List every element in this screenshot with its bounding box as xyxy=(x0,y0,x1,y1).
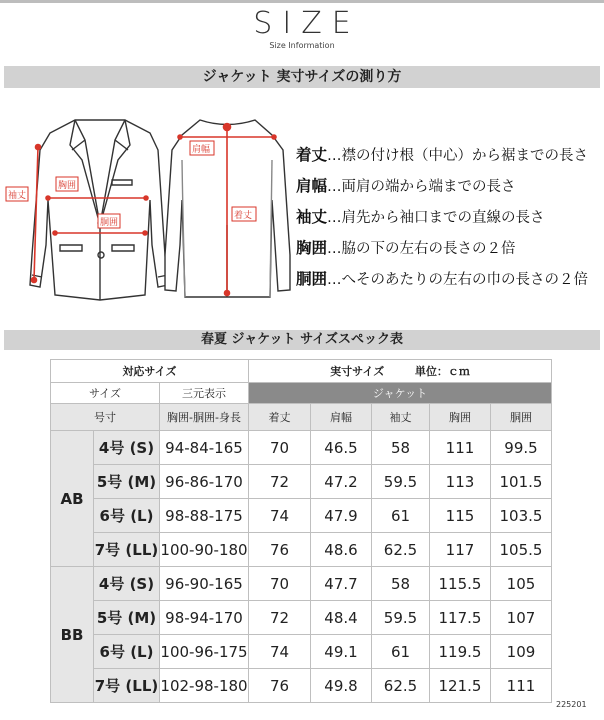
three-cell: 94-84-165 xyxy=(160,431,249,465)
header-three-sub: 胸囲-胴囲-身長 xyxy=(160,404,249,431)
jacket-illustration xyxy=(0,105,300,305)
value-cell: 47.7 xyxy=(311,567,372,601)
page-title: SIZE xyxy=(253,6,361,41)
value-cell: 111 xyxy=(491,669,552,703)
table-row xyxy=(51,533,552,567)
value-cell: 115 xyxy=(430,499,491,533)
value-cell: 70 xyxy=(249,431,311,465)
measure-heading: ジャケット 実寸サイズの測り方 xyxy=(4,66,600,88)
value-cell: 72 xyxy=(249,601,311,635)
value-cell: 58 xyxy=(372,431,430,465)
value-cell: 49.1 xyxy=(311,635,372,669)
definition-chest: 胸囲…脇の下の左右の長さの２倍 xyxy=(296,239,516,257)
definition-list xyxy=(296,143,604,298)
value-cell: 70 xyxy=(249,567,311,601)
value-cell: 72 xyxy=(249,465,311,499)
definition-length: 着丈…襟の付け根（中心）から裾までの長さ xyxy=(296,146,589,164)
table-row xyxy=(51,635,552,669)
value-cell: 47.2 xyxy=(311,465,372,499)
three-cell: 96-86-170 xyxy=(160,465,249,499)
value-cell: 61 xyxy=(372,635,430,669)
size-cell: 4号 (S) xyxy=(94,567,160,601)
value-cell: 103.5 xyxy=(491,499,552,533)
header-jacket: ジャケット xyxy=(249,383,552,404)
value-cell: 59.5 xyxy=(372,601,430,635)
three-cell: 100-90-180 xyxy=(160,533,249,567)
value-cell: 101.5 xyxy=(491,465,552,499)
header-number: 号寸 xyxy=(51,404,160,431)
value-cell: 49.8 xyxy=(311,669,372,703)
value-cell: 48.6 xyxy=(311,533,372,567)
value-cell: 109 xyxy=(491,635,552,669)
value-cell: 113 xyxy=(430,465,491,499)
table-row xyxy=(51,601,552,635)
col-sleeve: 袖丈 xyxy=(372,404,430,431)
table-row xyxy=(51,567,552,601)
top-rule xyxy=(0,0,604,3)
value-cell: 76 xyxy=(249,669,311,703)
value-cell: 111 xyxy=(430,431,491,465)
value-cell: 47.9 xyxy=(311,499,372,533)
three-cell: 96-90-165 xyxy=(160,567,249,601)
header-corresponding-size: 対応サイズ xyxy=(51,360,249,383)
col-chest: 胸囲 xyxy=(430,404,491,431)
svg-text:袖丈: 袖丈 xyxy=(8,191,27,201)
size-spec-table xyxy=(50,359,552,703)
group-label: AB xyxy=(51,431,94,567)
value-cell: 117 xyxy=(430,533,491,567)
value-cell: 62.5 xyxy=(372,533,430,567)
definition-waist: 胴囲…へそのあたりの左右の巾の長さの２倍 xyxy=(296,270,589,288)
header-size: サイズ xyxy=(51,383,160,404)
jacket-front-icon xyxy=(30,120,168,300)
col-length: 着丈 xyxy=(249,404,311,431)
size-cell: 5号 (M) xyxy=(94,601,160,635)
value-cell: 46.5 xyxy=(311,431,372,465)
value-cell: 61 xyxy=(372,499,430,533)
three-cell: 98-88-175 xyxy=(160,499,249,533)
page-subtitle: Size Information xyxy=(269,41,335,50)
three-cell: 102-98-180 xyxy=(160,669,249,703)
value-cell: 59.5 xyxy=(372,465,430,499)
value-cell: 74 xyxy=(249,499,311,533)
size-cell: 4号 (S) xyxy=(94,431,160,465)
col-waist: 胴囲 xyxy=(491,404,552,431)
value-cell: 107 xyxy=(491,601,552,635)
header-actual-size: 実寸サイズ 単位：ｃｍ xyxy=(249,360,552,383)
definition-sleeve: 袖丈…肩先から袖口までの直線の長さ xyxy=(296,208,545,226)
size-cell: 7号 (LL) xyxy=(94,669,160,703)
col-shoulder: 肩幅 xyxy=(311,404,372,431)
value-cell: 105.5 xyxy=(491,533,552,567)
value-cell: 62.5 xyxy=(372,669,430,703)
value-cell: 117.5 xyxy=(430,601,491,635)
svg-text:胴囲: 胴囲 xyxy=(100,218,119,228)
value-cell: 76 xyxy=(249,533,311,567)
three-cell: 98-94-170 xyxy=(160,601,249,635)
size-cell: 5号 (M) xyxy=(94,465,160,499)
value-cell: 58 xyxy=(372,567,430,601)
size-cell: 7号 (LL) xyxy=(94,533,160,567)
size-cell: 6号 (L) xyxy=(94,499,160,533)
svg-text:着丈: 着丈 xyxy=(234,211,253,221)
group-label: BB xyxy=(51,567,94,703)
value-cell: 115.5 xyxy=(430,567,491,601)
svg-text:肩幅: 肩幅 xyxy=(192,145,211,155)
svg-text:胸囲: 胸囲 xyxy=(58,181,77,191)
value-cell: 74 xyxy=(249,635,311,669)
size-cell: 6号 (L) xyxy=(94,635,160,669)
table-row xyxy=(51,465,552,499)
definition-shoulder: 肩幅…両肩の端から端までの長さ xyxy=(296,177,516,195)
spec-heading: 春夏 ジャケット サイズスペック表 xyxy=(4,330,600,350)
table-row xyxy=(51,669,552,703)
table-row xyxy=(51,431,552,465)
value-cell: 119.5 xyxy=(430,635,491,669)
value-cell: 48.4 xyxy=(311,601,372,635)
value-cell: 121.5 xyxy=(430,669,491,703)
table-row xyxy=(51,499,552,533)
value-cell: 99.5 xyxy=(491,431,552,465)
value-cell: 105 xyxy=(491,567,552,601)
header-three-dim: 三元表示 xyxy=(160,383,249,404)
three-cell: 100-96-175 xyxy=(160,635,249,669)
product-code: 225201 xyxy=(556,700,587,709)
